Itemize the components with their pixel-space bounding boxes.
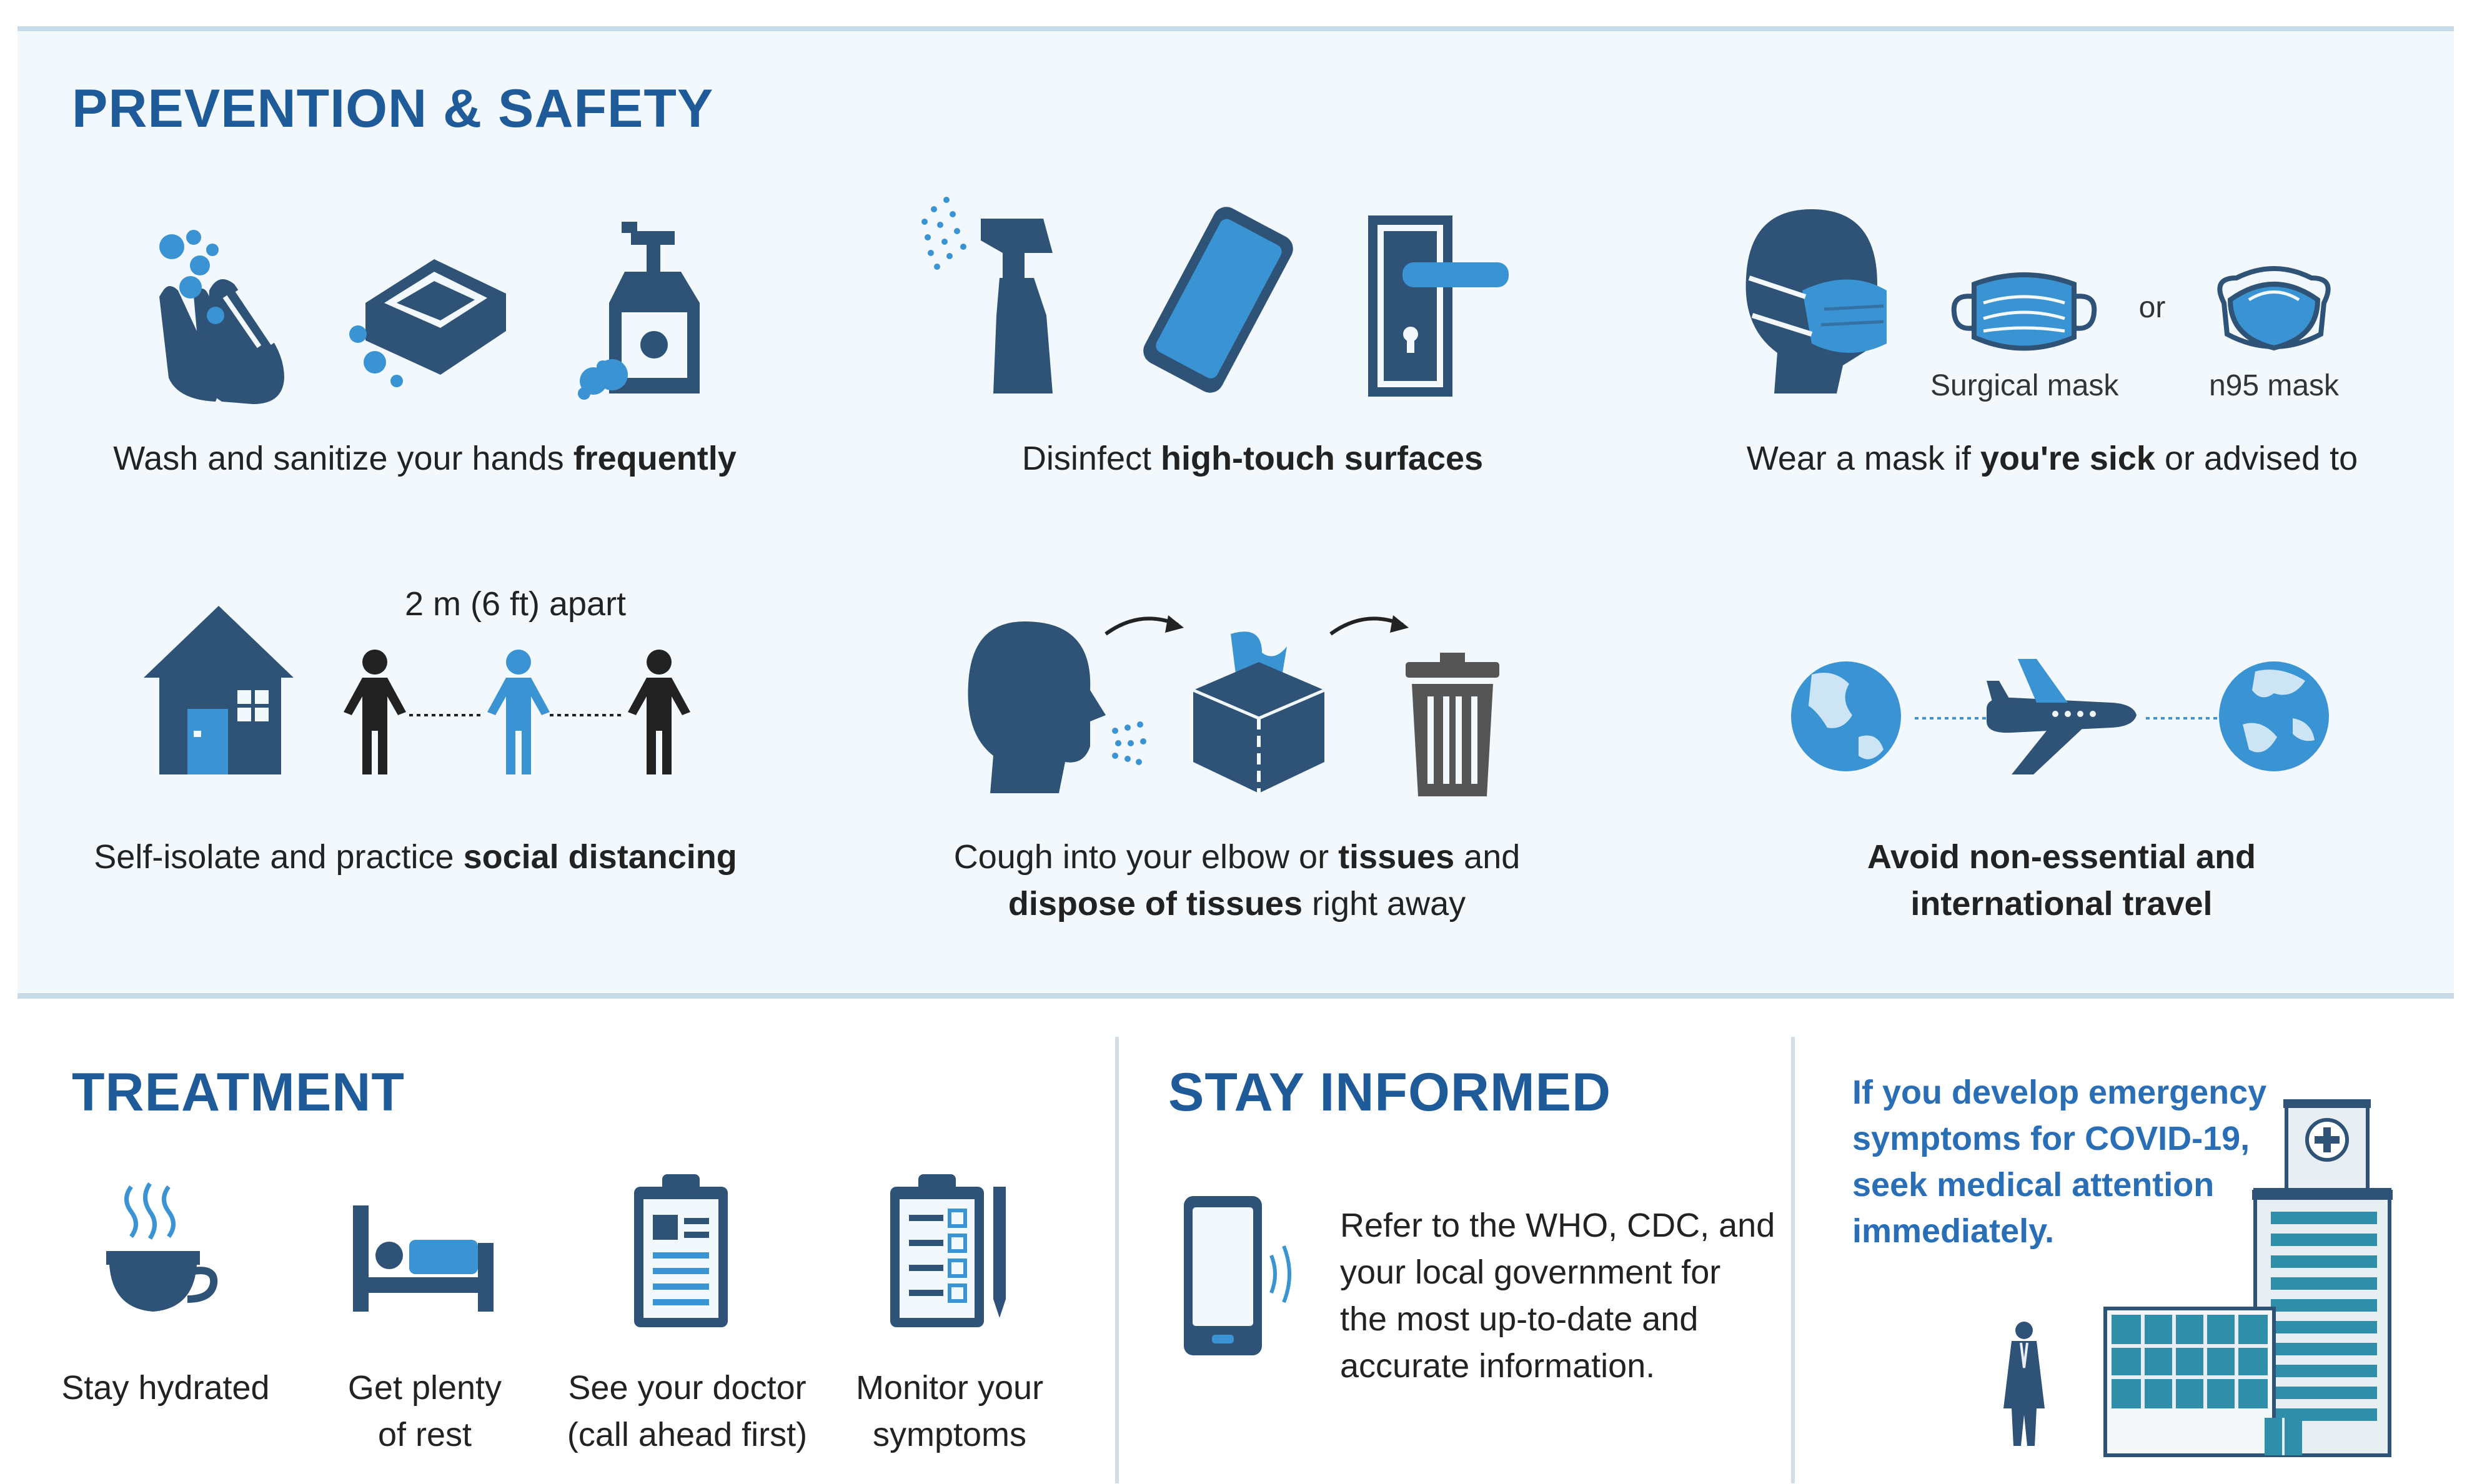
surgical-mask-icon — [1949, 265, 2099, 359]
trash-can-icon — [1406, 653, 1499, 796]
bed-icon — [353, 1205, 494, 1312]
distance-label: 2 m (6 ft) apart — [404, 585, 627, 623]
column-divider-left — [1115, 1037, 1119, 1483]
arrow-icon — [1103, 609, 1190, 640]
wash-hands-caption: Wash and sanitize your hands frequently — [113, 440, 737, 477]
section-divider — [17, 993, 2454, 999]
surgical-mask-label: Surgical mask — [1930, 369, 2119, 402]
or-label: or — [2138, 291, 2166, 324]
house-icon — [144, 606, 294, 774]
spray-bottle-icon — [918, 184, 1062, 393]
stay-informed-text: Refer to the WHO, CDC, and your local government for the most up-to-date and accurate information. — [1340, 1207, 1775, 1385]
column-divider-right — [1791, 1037, 1795, 1483]
treatment-item-monitor: Monitor your symptoms — [855, 1369, 1044, 1453]
doctor-icon — [2002, 1321, 2046, 1446]
travel-dotted-line — [1915, 715, 2227, 721]
treatment-item-rest: Get plenty of rest — [347, 1369, 502, 1453]
washing-hands-icon — [134, 222, 297, 409]
masked-head-icon — [1743, 209, 1887, 393]
teacup-icon — [106, 1184, 216, 1318]
top-rule — [17, 26, 2454, 31]
prevention-title: PREVENTION & SAFETY — [72, 79, 714, 139]
treatment-title: TREATMENT — [72, 1062, 405, 1122]
soap-icon — [347, 247, 515, 390]
distancing-caption: Self-isolate and practice social distancing — [94, 838, 737, 876]
n95-mask-label: n95 mask — [2208, 369, 2340, 402]
clipboard-icon — [634, 1174, 728, 1327]
globe-icon — [2218, 656, 2330, 778]
disinfect-caption: Disinfect high-touch surfaces — [1021, 440, 1484, 477]
n95-mask-icon — [2211, 265, 2336, 359]
person-icon — [340, 650, 409, 774]
person-icon — [625, 650, 693, 774]
treatment-item-hydrated: Stay hydrated — [61, 1369, 270, 1407]
hospital-icon — [2105, 1099, 2399, 1455]
mask-caption: Wear a mask if you're sick or advised to — [1746, 440, 2358, 477]
treatment-item-doctor: See your doctor (call ahead first) — [567, 1369, 808, 1453]
phone-surface-icon — [1137, 206, 1299, 393]
travel-caption: Avoid non-essential and international travel — [1867, 838, 2256, 923]
stay-informed-title: STAY INFORMED — [1168, 1062, 1612, 1122]
smartphone-icon — [1184, 1196, 1296, 1355]
cough-caption: Cough into your elbow or tissues and dispose of tissues right away — [953, 838, 1521, 923]
coughing-head-icon — [965, 621, 1146, 793]
checklist-icon — [890, 1174, 1015, 1327]
arrow-icon — [1328, 609, 1415, 640]
door-handle-icon — [1368, 215, 1509, 397]
distance-dotted-line — [409, 712, 628, 718]
emergency-text: If you develop emergency symptoms for COVID-19, seek medical attention immediately. — [1852, 1074, 2267, 1250]
tissue-box-icon — [1193, 628, 1324, 793]
soap-dispenser-icon — [578, 222, 709, 400]
globe-icon — [1790, 656, 1902, 778]
